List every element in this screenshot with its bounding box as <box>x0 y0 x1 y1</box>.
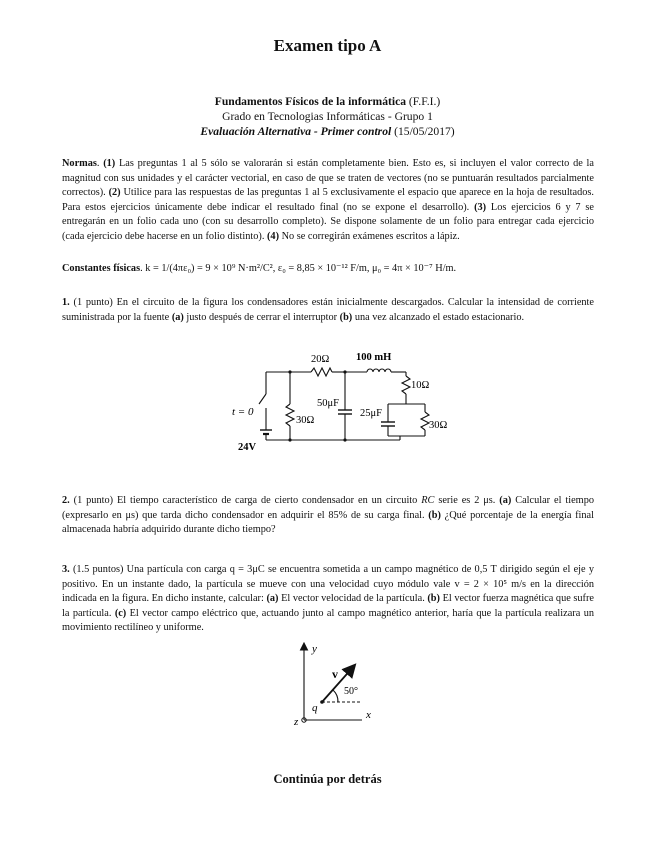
c-mid-label: 50μF <box>317 398 339 409</box>
q2-text-a: (1 punto) El tiempo característico de carga de cierto condensador en un circuito <box>69 495 422 506</box>
q3-text-b: El vector velocidad de la partícula. <box>278 593 428 605</box>
question-2 <box>62 494 594 538</box>
course-line <box>0 94 655 109</box>
r-mid-label: 30Ω <box>296 415 315 426</box>
constants-label: Constantes físicas <box>62 263 141 274</box>
source-label: 24V <box>238 442 257 453</box>
r-right-label: 10Ω <box>411 380 430 391</box>
q2-text-c: Calcular el tiempo (expresarlo en μs) que tarda dicho condensador en adquirir el 85% de su carga final. <box>62 495 594 521</box>
q3-part-a: (a) <box>266 593 279 605</box>
rule-1-num: (1) <box>103 158 116 169</box>
constants-text: . k = 1/(4πε₀) = 9 × 10⁹ N·m²/C², ε₀ = 8,85 × 10⁻¹² F/m, μ₀ = 4π × 10⁻⁷ H/m. <box>140 263 457 274</box>
circuit-diagram <box>228 346 448 458</box>
charge-label: q <box>312 702 318 714</box>
q1-text-a: (1 punto) En el circuito de la figura los condensadores están inicialmente descargados. Calcular la intensidad de corriente suministrada por la fuente <box>62 297 594 323</box>
question-3-number: 3. <box>62 564 70 575</box>
q2-text-d: ¿Qué porcentaje de la energía final almacenada habría adquirido durante dicho tiempo? <box>62 509 594 536</box>
continue-note: Continúa por detrás <box>273 772 382 786</box>
q3-text-d: El vector campo eléctrico que, actuando junto al campo magnético anterior, haría que la partícula realizara un movimiento rectilíneo y uniforme. <box>62 607 594 634</box>
q1-text-c: una vez alcanzado el estado estacionario. <box>352 311 525 323</box>
rules-label: Normas <box>62 158 97 169</box>
rule-2-text: Utilice para las respuestas de las preguntas 1 al 5 exclusivamente el espacio que aparece en la hoja de resultados. Para estos ejercicios únicamente debe indicar el resultado final (no se expone el desarrollo). <box>62 187 594 213</box>
velocity-label: v <box>332 667 338 681</box>
q1-text-b: justo después de cerrar el interruptor <box>183 311 340 323</box>
rules-paragraph <box>62 157 594 245</box>
evaluation-date: (15/05/2017) <box>391 125 455 138</box>
q2-part-a: (a) <box>499 495 512 506</box>
evaluation-line <box>0 124 655 139</box>
q3-text-a: (1.5 puntos) Una partícula con carga q = 3μC se encuentra sometida a un campo magnético de 0,5 T dirigido según el eje y positivo. En un instante dado, la partícula se mueve con una velocidad cuyo módulo vale v = 2 × 10⁵ m/s en la dirección indicada en la figura. En dicho instante, calcular: <box>62 564 594 605</box>
course-abbr: (F.F.I.) <box>406 95 441 108</box>
course-name: Fundamentos Físicos de la informática <box>214 95 407 108</box>
exam-header <box>0 94 655 139</box>
q1-part-a: (a) <box>171 311 184 323</box>
q3-part-c: (c) <box>114 607 127 619</box>
r-right2-label: 30Ω <box>429 420 448 431</box>
z-axis-label: z <box>294 716 299 728</box>
rule-4-text: No se corregirán exámenes escritos a lápiz. <box>279 230 460 242</box>
rule-1-text: Las preguntas 1 al 5 sólo se valorarán si están completamente bien. Esto es, si incluyen el valor correcto de la magnitud con sus unidades y el carácter vectorial, en caso de que se traten de vectores (no se puntuarán resultados parcialmente correctos). <box>62 158 594 199</box>
q1-part-b: (b) <box>339 311 353 323</box>
velocity-axes-diagram <box>290 636 390 732</box>
degree-line: Grado en Tecnologias Informáticas - Grupo 1 <box>222 110 433 123</box>
c-right-label: 25μF <box>360 408 382 419</box>
question-3 <box>62 563 594 636</box>
q2-text-b: serie es 2 μs. <box>434 495 500 506</box>
rule-2-num: (2) <box>108 187 121 199</box>
y-axis-label: y <box>312 643 317 655</box>
evaluation-name: Evaluación Alternativa - Primer control <box>200 125 392 138</box>
q2-part-b: (b) <box>428 509 441 521</box>
exam-title: Examen tipo A <box>273 36 382 55</box>
question-2-number: 2. <box>62 495 70 506</box>
constants-paragraph <box>62 262 594 277</box>
r-top-label: 20Ω <box>311 354 330 365</box>
rules-sep: . <box>96 158 104 169</box>
rule-3-text: Los ejercicios 6 y 7 se entregarán en un folio cada uno (con su desarrollo completo). Se dispone solamente de un folio para entregar cada ejercicio (cada ejercicio debe hacerse en un folio distinto). <box>62 201 594 242</box>
switch-label: t = 0 <box>232 406 254 418</box>
rule-4-num: (4) <box>267 230 280 242</box>
x-axis-label: x <box>366 709 371 721</box>
rule-3-num: (3) <box>474 201 487 213</box>
q3-text-c: El vector fuerza magnética que sufre la partícula. <box>62 593 594 619</box>
question-1 <box>62 296 594 325</box>
q3-part-b: (b) <box>427 593 440 605</box>
q2-rc: RC <box>421 495 435 506</box>
question-1-number: 1. <box>62 297 70 308</box>
angle-label: 50° <box>344 686 358 697</box>
inductor-label: 100 mH <box>356 352 392 363</box>
